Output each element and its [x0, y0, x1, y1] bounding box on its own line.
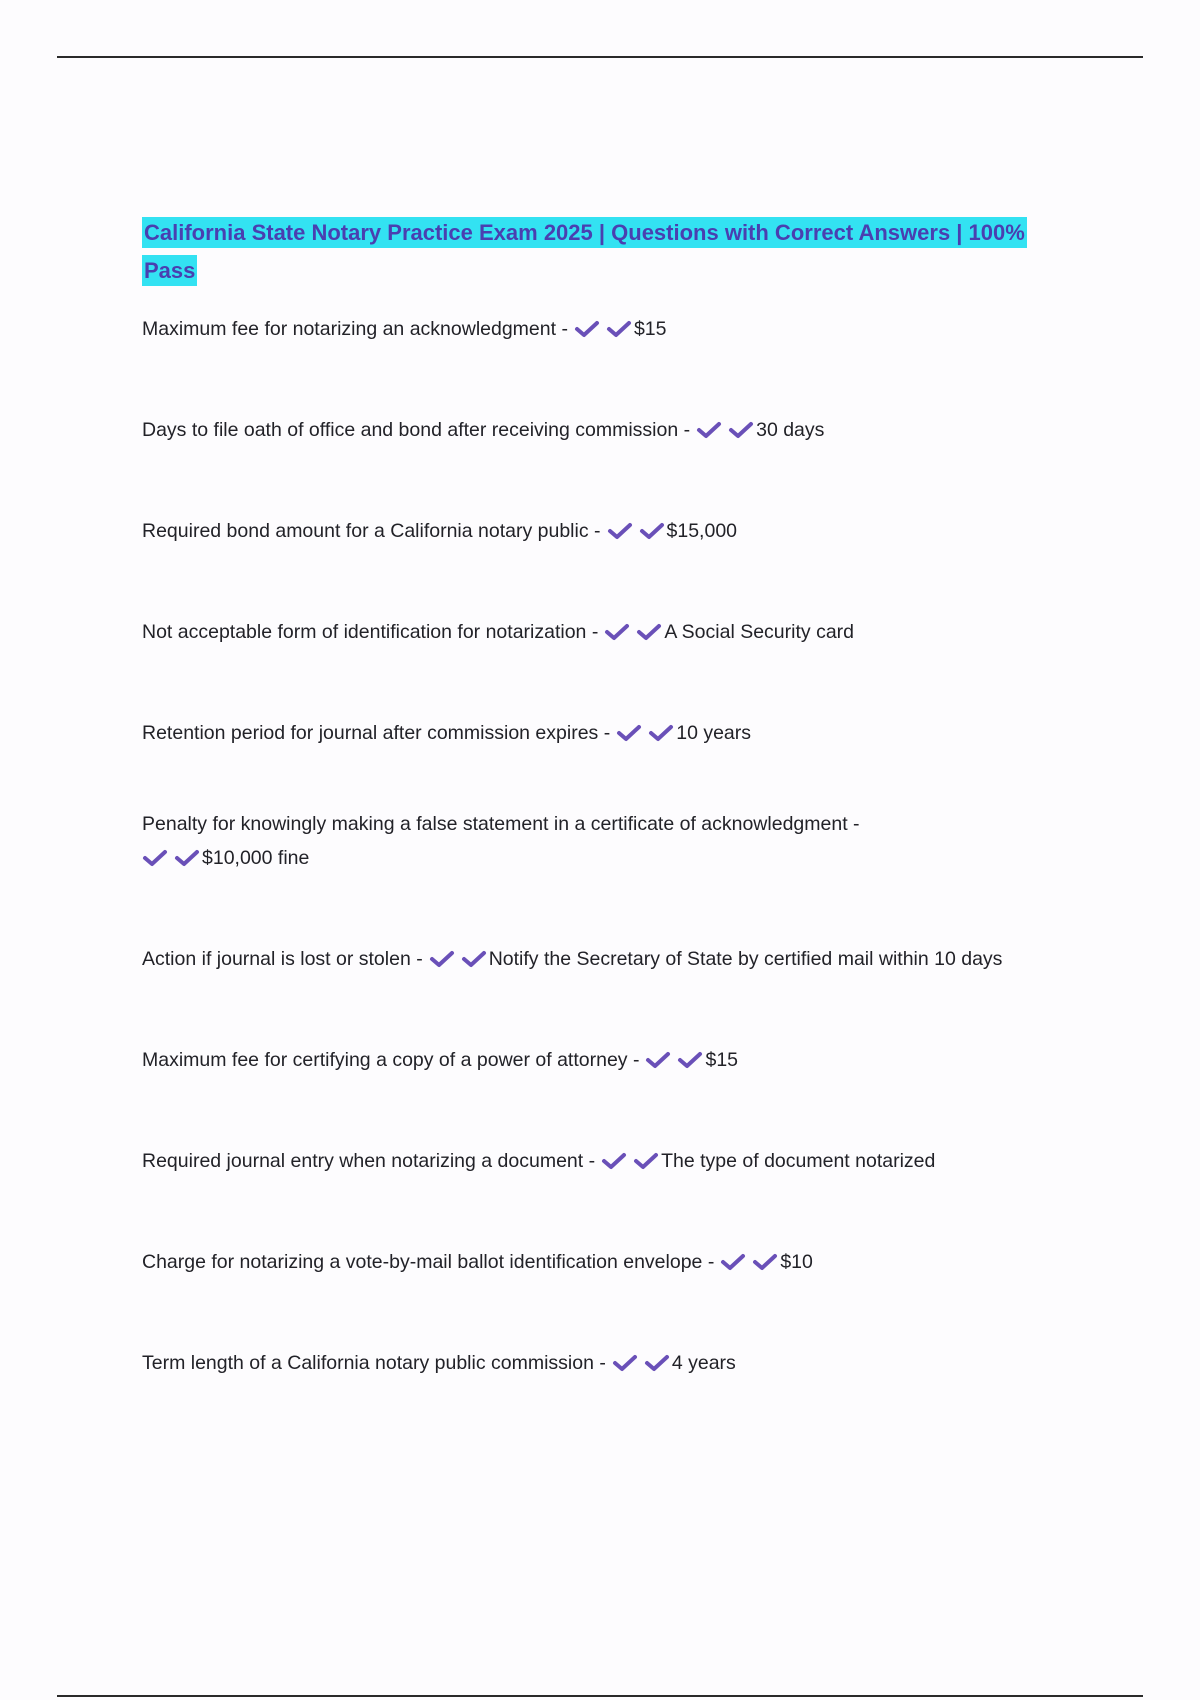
checkmark-icon	[696, 421, 722, 439]
checkmark-icon	[574, 320, 600, 338]
answer-text: $15,000	[666, 520, 738, 542]
checkmark-icon	[728, 421, 754, 439]
question-text: Maximum fee for certifying a copy of a power of attorney -	[142, 1049, 640, 1071]
question-text: Required journal entry when notarizing a document -	[142, 1150, 596, 1172]
question-text: Action if journal is lost or stolen -	[142, 948, 423, 970]
checkmark-icon	[677, 1051, 703, 1069]
question-text: Not acceptable form of identification for notarization -	[142, 621, 599, 643]
checkmark-icon	[752, 1253, 778, 1271]
qa-item	[142, 716, 1062, 750]
checkmark-icon	[645, 1051, 671, 1069]
question-text: Days to file oath of office and bond after receiving commission -	[142, 419, 691, 441]
qa-item	[142, 514, 1062, 548]
qa-item	[142, 312, 1062, 346]
document-body	[142, 214, 1062, 1380]
checkmark-icon	[636, 623, 662, 641]
top-divider	[57, 56, 1143, 58]
question-text: Term length of a California notary public commission -	[142, 1352, 606, 1374]
title-highlight: California State Notary Practice Exam 2025 | Questions with Correct Answers | 100% Pass	[142, 217, 1027, 286]
qa-item	[142, 413, 1062, 447]
answer-text: 4 years	[671, 1352, 736, 1374]
qa-item	[142, 1346, 1062, 1380]
checkmark-icon	[174, 849, 200, 867]
qa-item	[142, 807, 1062, 875]
answer-text: Notify the Secretary of State by certified mail within 10 days	[488, 948, 1003, 970]
checkmark-icon	[142, 849, 168, 867]
checkmark-icon	[461, 950, 487, 968]
qa-item	[142, 615, 1062, 649]
checkmark-icon	[639, 522, 665, 540]
checkmark-icon	[606, 320, 632, 338]
answer-text: The type of document notarized	[661, 1150, 936, 1172]
checkmark-icon	[616, 724, 642, 742]
checkmark-icon	[720, 1253, 746, 1271]
checkmark-icon	[612, 1354, 638, 1372]
answer-text: $10	[780, 1251, 813, 1273]
question-text: Required bond amount for a California notary public -	[142, 520, 601, 542]
checkmark-icon	[633, 1152, 659, 1170]
answer-text: 30 days	[756, 419, 825, 441]
document-title	[142, 214, 1062, 290]
answer-text: $15	[705, 1049, 739, 1071]
checkmark-icon	[648, 724, 674, 742]
question-text: Maximum fee for notarizing an acknowledgment -	[142, 318, 568, 340]
answer-text: $15	[633, 318, 667, 340]
answer-text: $10,000 fine	[202, 847, 310, 869]
question-text: Penalty for knowingly making a false statement in a certificate of acknowledgment -	[142, 813, 860, 835]
qa-item	[142, 942, 1062, 976]
checkmark-icon	[607, 522, 633, 540]
checkmark-icon	[644, 1354, 670, 1372]
answer-text: 10 years	[676, 722, 752, 744]
question-text: Retention period for journal after commission expires -	[142, 722, 611, 744]
checkmark-icon	[429, 950, 455, 968]
answer-text: A Social Security card	[664, 621, 854, 643]
question-text: Charge for notarizing a vote-by-mail ballot identification envelope -	[142, 1251, 715, 1273]
qa-item	[142, 1043, 1062, 1077]
qa-item	[142, 1245, 1062, 1279]
checkmark-icon	[604, 623, 630, 641]
bottom-divider	[57, 1695, 1143, 1697]
checkmark-icon	[601, 1152, 627, 1170]
qa-item	[142, 1144, 1062, 1178]
